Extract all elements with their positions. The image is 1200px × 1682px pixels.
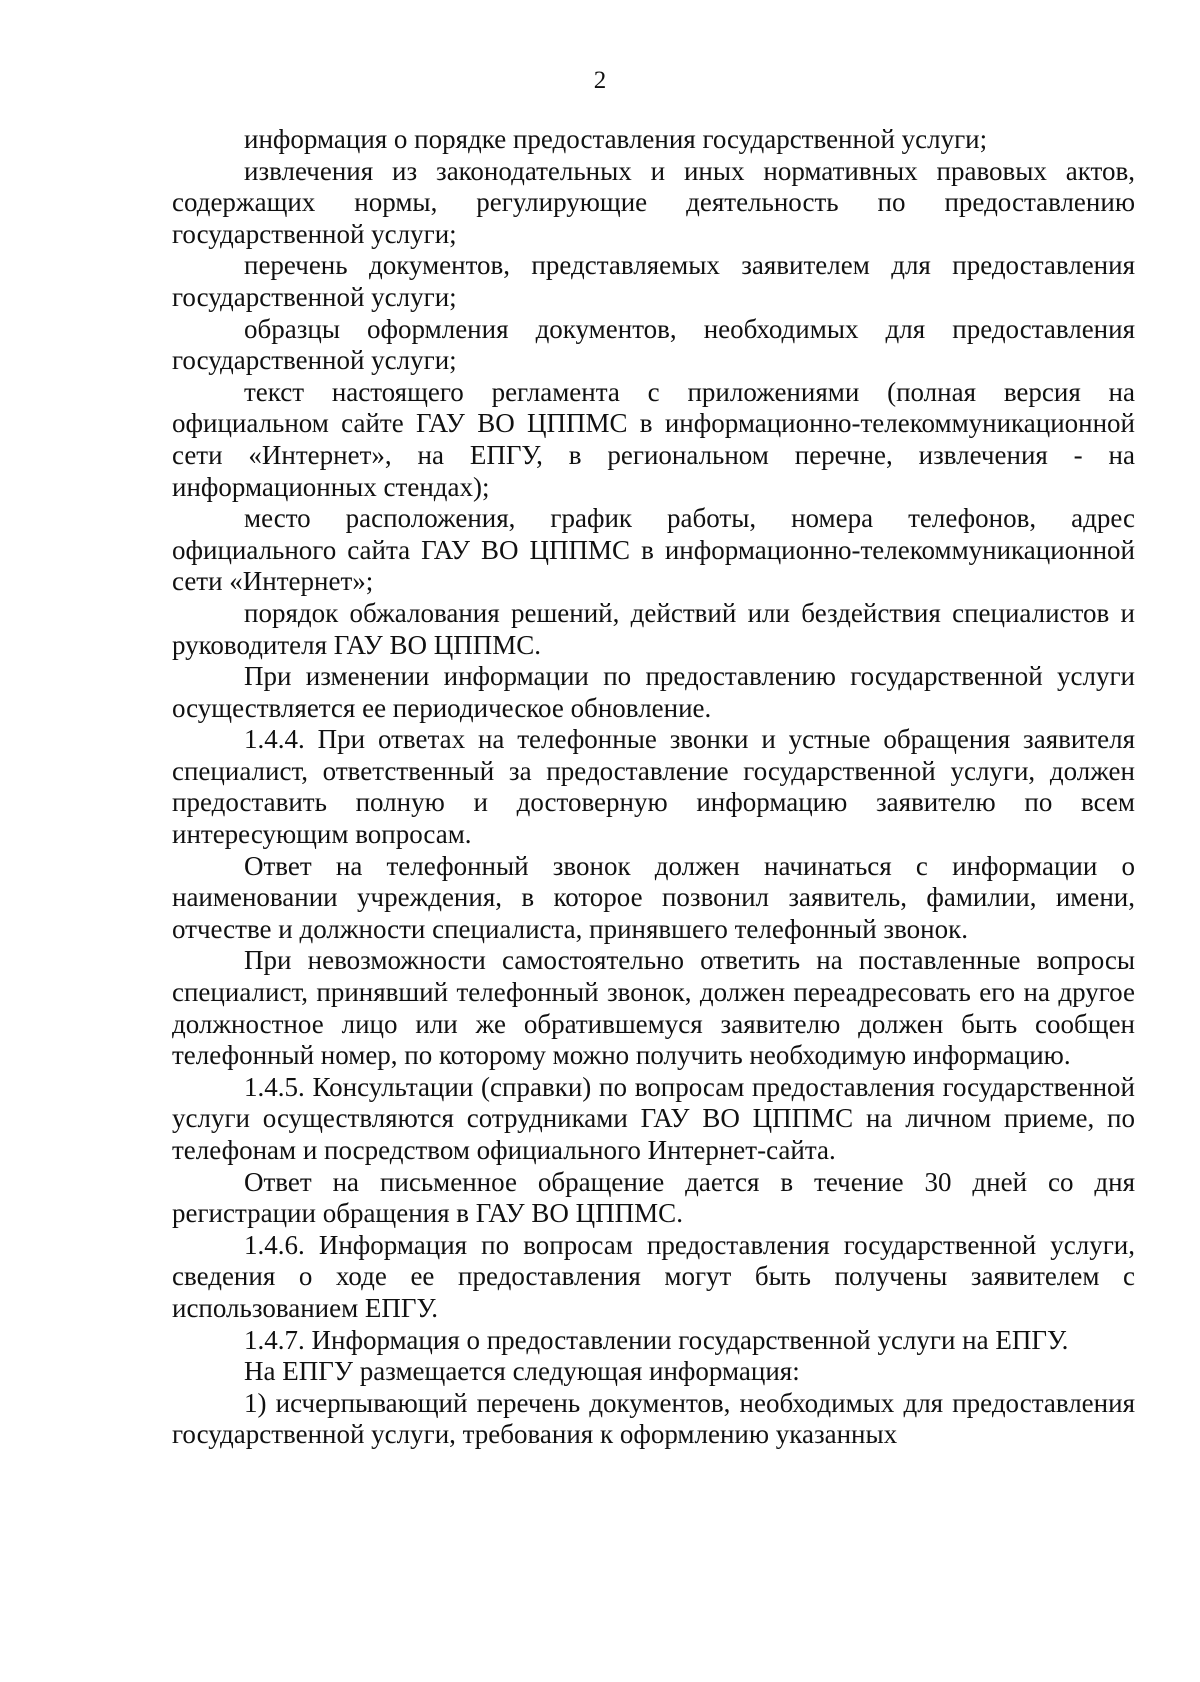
paragraph-11: При невозможности самостоятельно ответить на поставленные вопросы специалист, принявший телефонный звонок, должен переадресовать его на другое должностное лицо или же обратившемуся заявителю должен быть сообщен телефонный номер, по которому можно получить необходимую информацию. — [172, 945, 1135, 1071]
paragraph-9: 1.4.4. При ответах на телефонные звонки и устные обращения заявителя специалист, ответственный за предоставление государственной услуги, должен предоставить полную и достоверную информацию заявителю по всем интересующим вопросам. — [172, 724, 1135, 850]
paragraph-14: 1.4.6. Информация по вопросам предоставления государственной услуги, сведения о ходе ее предоставления могут быть получены заявителем с использованием ЕПГУ. — [172, 1229, 1135, 1323]
paragraph-2: извлечения из законодательных и иных нормативных правовых актов, содержащих нормы, регулирующие деятельность по предоставлению государственной услуги; — [172, 155, 1135, 249]
paragraph-16: На ЕПГУ размещается следующая информация: — [244, 1356, 800, 1387]
paragraph-1: информация о порядке предоставления государственной услуги; — [244, 124, 988, 154]
paragraph-5: текст настоящего регламента с приложениями (полная версия на официальном сайте ГАУ ВО ЦППМС в информационно-телекоммуникационной сети «Интернет», на ЕПГУ, в региональном перечне, извлечения - на информационных стендах); — [172, 376, 1135, 502]
paragraph-3: перечень документов, представляемых заявителем для предоставления государственной услуги; — [172, 250, 1135, 312]
paragraph-7: порядок обжалования решений, действий или бездействия специалистов и руководителя ГАУ ВО ЦППМС. — [172, 597, 1135, 660]
paragraph-10: Ответ на телефонный звонок должен начинаться с информации о наименовании учреждения, в которое позвонил заявитель, фамилии, имени, отчестве и должности специалиста, принявшего телефонный звонок. — [172, 850, 1135, 944]
page-number: 2 — [593, 67, 607, 94]
paragraph-4: образцы оформления документов, необходимых для предоставления государственной услуги; — [172, 313, 1135, 376]
body-text — [172, 124, 1135, 1451]
paragraph-6: место расположения, график работы, номера телефонов, адрес официального сайта ГАУ ВО ЦППМС в информационно-телекоммуникационной сети «Интернет»; — [172, 503, 1135, 597]
paragraph-12: 1.4.5. Консультации (справки) по вопросам предоставления государственной услуги осуществляются сотрудниками ГАУ ВО ЦППМС на личном приеме, по телефонам и посредством официального Интернет-сайта. — [172, 1071, 1135, 1165]
paragraph-13: Ответ на письменное обращение дается в течение 30 дней со дня регистрации обращения в ГАУ ВО ЦППМС. — [172, 1166, 1135, 1229]
paragraph-8: При изменении информации по предоставлению государственной услуги осуществляется ее периодическое обновление. — [172, 661, 1135, 723]
paragraph-17: 1) исчерпывающий перечень документов, необходимых для предоставления государственной услуги, требования к оформлению указанных — [172, 1387, 1135, 1450]
paragraph-15: 1.4.7. Информация о предоставлении государственной услуги на ЕПГУ. — [244, 1324, 1069, 1355]
